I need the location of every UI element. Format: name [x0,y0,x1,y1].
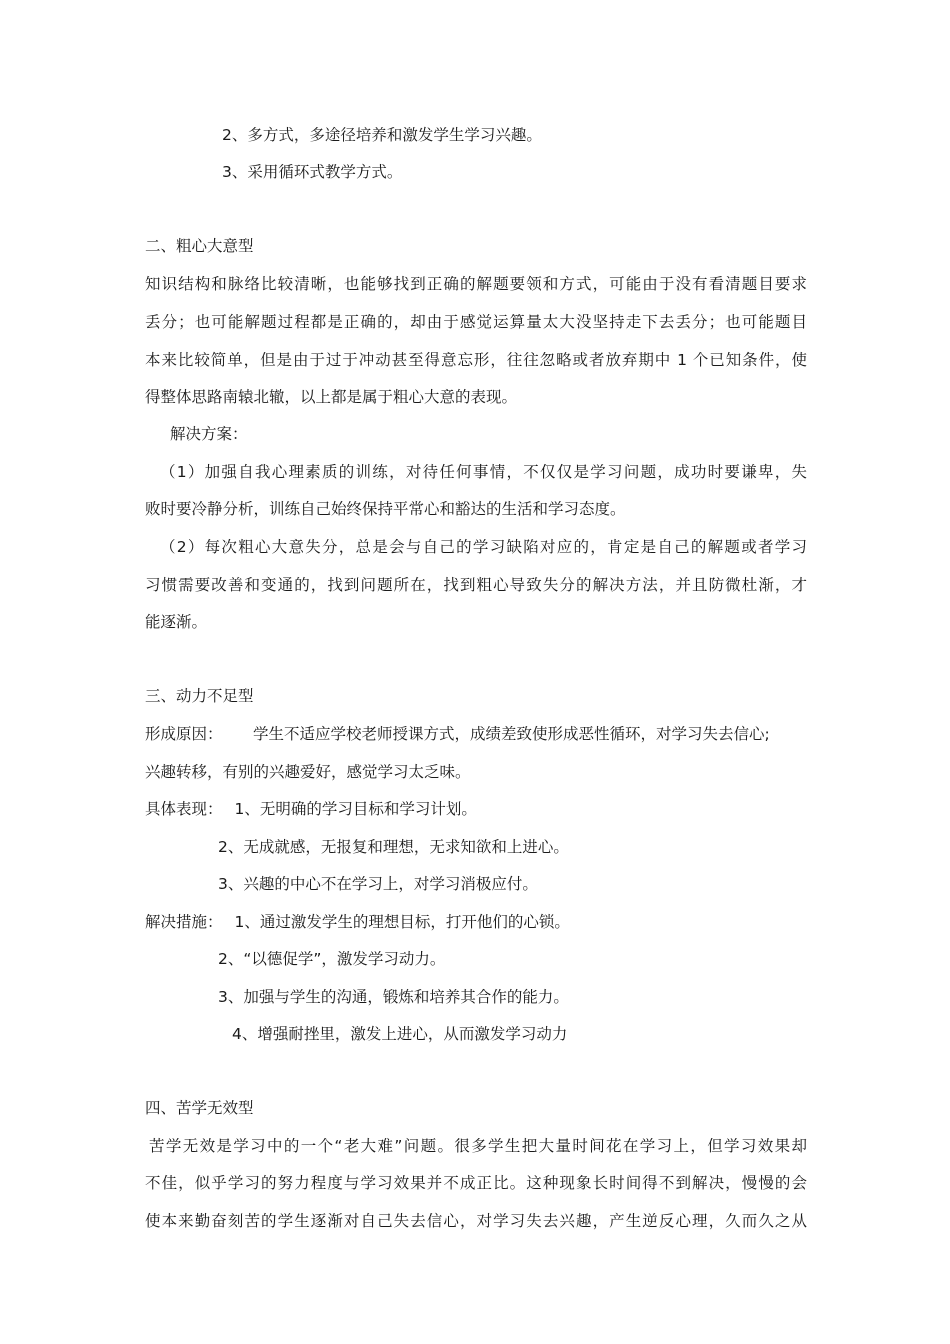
list-item: 3、采用循环式教学方式。 [222,163,403,181]
paragraph-line: 能逐渐。 [145,613,208,631]
list-item: 3、兴趣的中心不在学习上，对学习消极应付。 [218,875,538,893]
paragraph-line [145,911,570,933]
section-heading: 二、粗心大意型 [145,237,254,255]
paragraph-line: 知识结构和脉络比较清晰，也能够找到正确的解题要领和方式，可能由于没有看清题目要求 [145,275,807,293]
list-item: 2、“以德促学”，激发学习动力。 [218,950,446,968]
paragraph-line: 得整体思路南辕北辙，以上都是属于粗心大意的表现。 [145,388,518,406]
paragraph-line: （1）加强自我心理素质的训练，对待任何事情，不仅仅是学习问题，成功时要谦卑，失 [160,463,807,481]
paragraph-line: 使本来勤奋刻苦的学生逐渐对自己失去信心，对学习失去兴趣，产生逆反心理，久而久之从 [145,1212,807,1230]
paragraph-line [145,723,770,745]
list-item: 1、通过激发学生的理想目标，打开他们的心锁。 [234,913,570,931]
field-label: 解决措施： [145,913,223,931]
subheading: 解决方案： [170,425,248,443]
list-item: 2、无成就感，无报复和理想，无求知欲和上进心。 [218,838,569,856]
paragraph-line [145,798,477,820]
list-item: 2、多方式，多途径培养和激发学生学习兴趣。 [222,126,542,144]
section-heading: 三、动力不足型 [145,687,254,705]
paragraph-line: 习惯需要改善和变通的，找到问题所在，找到粗心导致失分的解决方法，并且防微杜渐，才 [145,576,807,594]
paragraph-line: 兴趣转移，有别的兴趣爱好，感觉学习太乏味。 [145,763,471,781]
field-label: 形成原因： [145,725,223,743]
paragraph-line: 丢分；也可能解题过程都是正确的，却由于感觉运算量太大没坚持走下去丢分；也可能题目 [145,313,807,331]
paragraph-line: （2）每次粗心大意失分，总是会与自己的学习缺陷对应的，肯定是自己的解题或者学习 [160,538,807,556]
list-item: 1、无明确的学习目标和学习计划。 [234,800,477,818]
paragraph-line: 败时要冷静分析，训练自己始终保持平常心和豁达的生活和学习态度。 [145,500,626,518]
field-label: 具体表现： [145,800,223,818]
paragraph-line: 苦学无效是学习中的一个“老大难”问题。很多学生把大量时间花在学习上，但学习效果却 [149,1137,807,1155]
field-value: 学生不适应学校老师授课方式，成绩差致使形成恶性循环，对学习失去信心; [253,725,770,743]
list-item: 4、增强耐挫里，激发上进心，从而激发学习动力 [232,1025,568,1043]
section-heading: 四、苦学无效型 [145,1099,254,1117]
paragraph-line: 不佳，似乎学习的努力程度与学习效果并不成正比。这种现象长时间得不到解决，慢慢的会 [145,1174,807,1192]
paragraph-line: 本来比较简单，但是由于过于冲动甚至得意忘形，往往忽略或者放弃期中 1 个已知条件，使 [145,351,807,369]
list-item: 3、加强与学生的沟通，锻炼和培养其合作的能力。 [218,988,569,1006]
